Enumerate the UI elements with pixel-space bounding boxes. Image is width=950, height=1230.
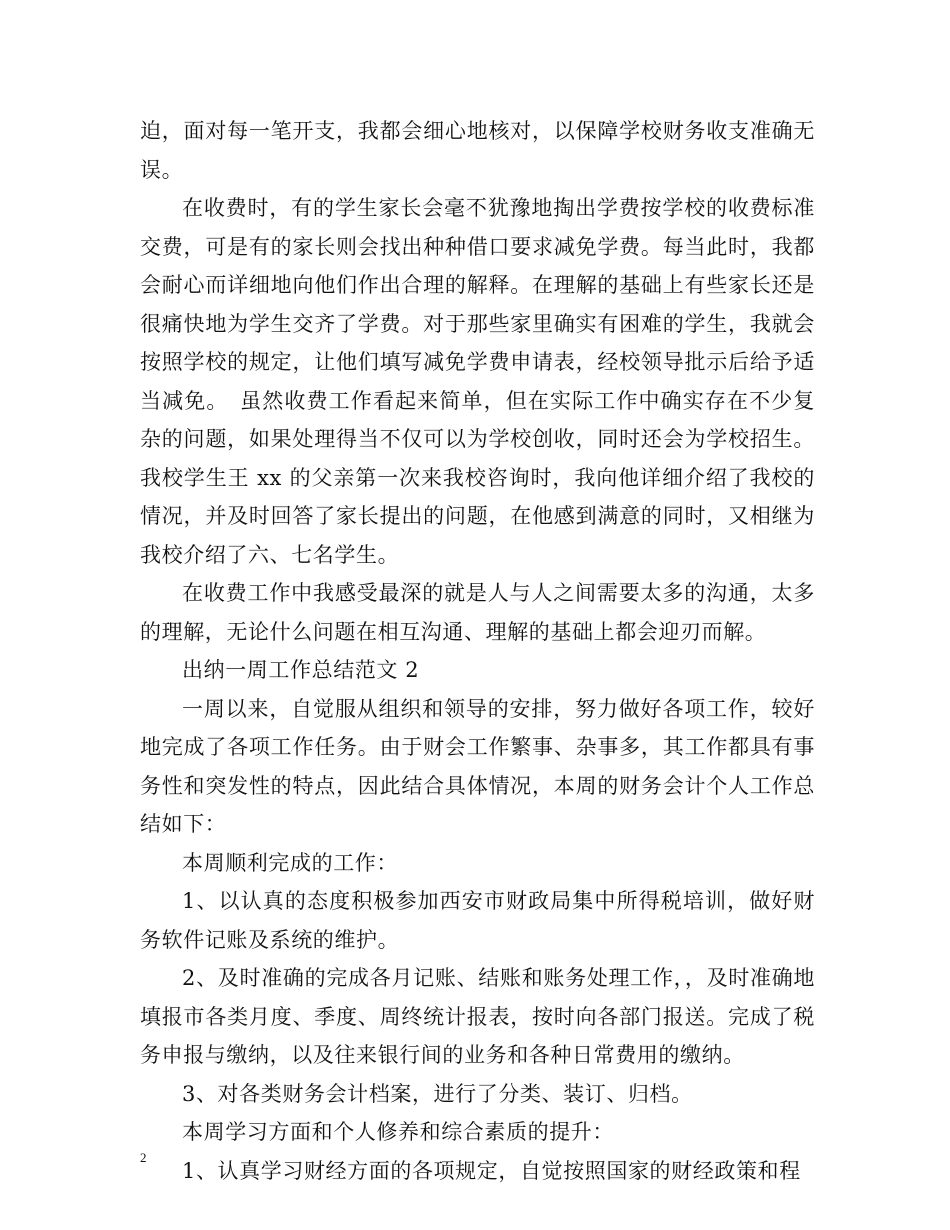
subheading-learning: 本周学习方面和个人修养和综合素质的提升： [182, 1120, 614, 1144]
list-item-1: 1、以认真的态度积极参加西安市财政局集中所得税培训，做好财务软件记账及系统的维护。 [140, 889, 815, 952]
paragraph-2: 在收费时，有的学生家长会毫不犹豫地掏出学费按学校的收费标准交费，可是有的家长则会找出种种借口要求减免学费。每当此时，我都会耐心而详细地向他们作出合理的解释。在理解的基础上有些家长还是很痛快地为学生交齐了学费。对于那些家里确实有困难的学生，我就会按照学校的规定，让他们填写减免学费申请表，经校领导批示后给予适当减免。 虽然收费工作看起来简单，但在实际工作中确实存在不少复杂的问题，如果处理得当不仅可以为学校创收，同时还会为学校招生。我校学生王 xx 的父亲第一次来我校咨询时，我向他详细介绍了我校的情况，并及时回答了家长提出的问题，在他感到满意的同时，又相继为我校介绍了六、七名学生。 [140, 196, 815, 567]
paragraph-1: 迫，面对每一笔开支，我都会细心地核对，以保障学校财务收支准确无误。 [140, 119, 815, 182]
document-body [140, 112, 815, 1190]
list-item-learning-1: 1、认真学习财经方面的各项规定，自觉按照国家的财经政策和程 [182, 1158, 801, 1183]
paragraph-5: 一周以来，自觉服从组织和领导的安排，努力做好各项工作，较好地完成了各项工作任务。由于财会工作繁事、杂事多，其工作都具有事务性和突发性的特点，因此结合具体情况，本周的财务会计个人工作总结如下： [140, 696, 815, 836]
paragraph-3: 在收费工作中我感受最深的就是人与人之间需要太多的沟通，太多的理解，无论什么问题在相互沟通、理解的基础上都会迎刃而解。 [140, 581, 815, 644]
page-number: 2 [140, 1150, 147, 1165]
section-heading: 出纳一周工作总结范文 2 [182, 658, 420, 682]
list-item-3: 3、对各类财务会计档案，进行了分类、装订、归档。 [182, 1081, 693, 1106]
list-item-2: 2、及时准确的完成各月记账、结账和账务处理工作，，及时准确地填报市各类月度、季度、周终统计报表，按时向各部门报送。完成了税务申报与缴纳，以及往来银行间的业务和各种日常费用的缴纳。 [140, 966, 815, 1067]
subheading-completed-work: 本周顺利完成的工作： [182, 850, 398, 875]
